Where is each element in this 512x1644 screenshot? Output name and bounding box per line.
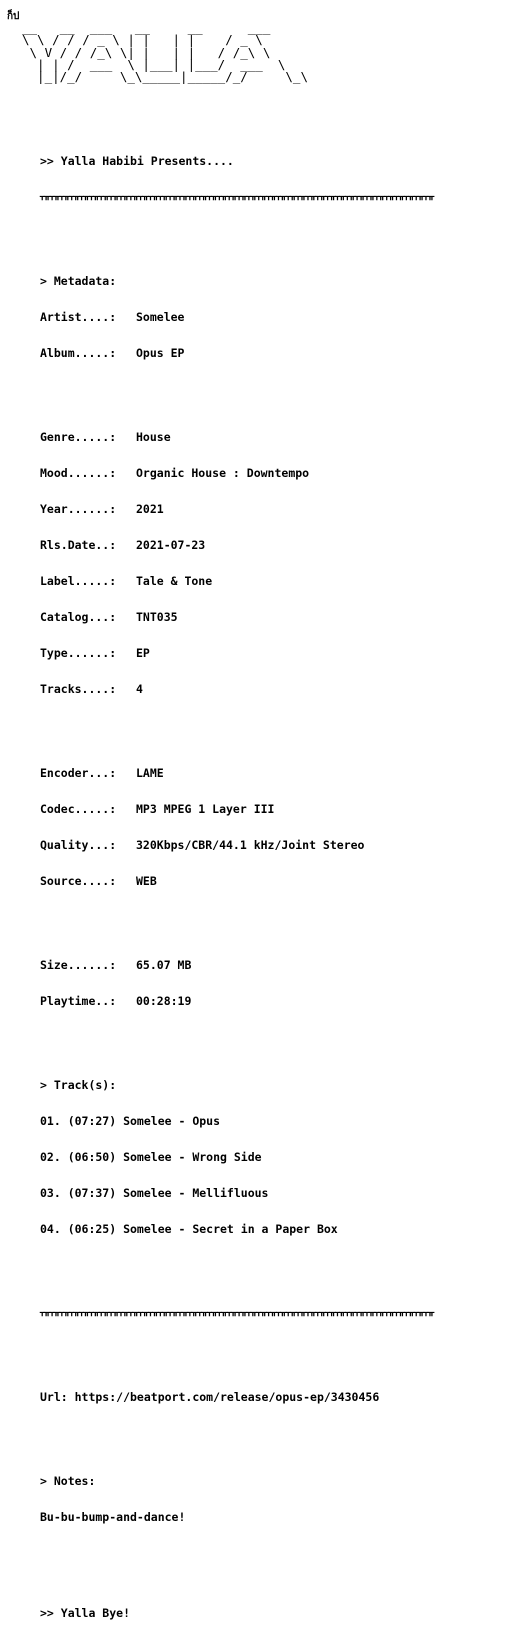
meta-label	[40, 575, 508, 587]
meta-size-value: 65.07 MB	[136, 958, 192, 972]
meta-source	[40, 875, 508, 887]
meta-label-label: Label.....:	[40, 574, 117, 588]
meta-type	[40, 647, 508, 659]
meta-genre	[40, 431, 508, 443]
meta-artist	[40, 311, 508, 323]
meta-year	[40, 503, 508, 515]
meta-playtime-value: 00:28:19	[136, 994, 192, 1008]
bye-line: >> Yalla Bye!	[40, 1606, 131, 1620]
meta-playtime-label: Playtime..:	[40, 994, 117, 1008]
meta-codec-value: MP3 MPEG 1 Layer III	[136, 802, 275, 816]
yalla-ascii-banner: __ __ ___ __ __ ___ \ \ / / / _ \ | | | | / _ \ \ V / / /_\ \| | | | / /_\ \ | | / ___ \ |___| |___/ ___ \ |_|/_/ \_\_____|_____/_/ \_\	[22, 20, 308, 85]
nfo-body	[40, 131, 508, 1643]
meta-catalog-value: TNT035	[136, 610, 178, 624]
meta-tracks-label: Tracks....:	[40, 682, 117, 696]
meta-genre-value: House	[136, 430, 171, 444]
meta-tracks-value: 4	[136, 682, 143, 696]
track-item-2: 02. (06:50) Somelee - Wrong Side	[40, 1150, 262, 1164]
meta-rls-date-label: Rls.Date..:	[40, 538, 117, 552]
track-item-3: 03. (07:37) Somelee - Mellifluous	[40, 1186, 269, 1200]
notes-heading: > Notes:	[40, 1474, 96, 1488]
meta-artist-value: Somelee	[136, 310, 185, 324]
meta-encoder	[40, 767, 508, 779]
meta-tracks	[40, 683, 508, 695]
meta-album-value: Opus EP	[136, 346, 185, 360]
meta-size	[40, 959, 508, 971]
meta-playtime	[40, 995, 508, 1007]
meta-encoder-label: Encoder...:	[40, 766, 117, 780]
meta-mood-label: Mood......:	[40, 466, 117, 480]
meta-type-label: Type......:	[40, 646, 117, 660]
meta-artist-label: Artist....:	[40, 310, 117, 324]
metadata-heading: > Metadata:	[40, 274, 117, 288]
track-item-4: 04. (06:25) Somelee - Secret in a Paper Box	[40, 1222, 338, 1236]
meta-size-label: Size......:	[40, 958, 117, 972]
meta-encoder-value: LAME	[136, 766, 164, 780]
presents-line: >> Yalla Habibi Presents....	[40, 154, 234, 168]
meta-codec	[40, 803, 508, 815]
meta-mood-value: Organic House : Downtempo	[136, 466, 310, 480]
meta-year-value: 2021	[136, 502, 164, 516]
meta-type-value: EP	[136, 646, 150, 660]
meta-quality-value: 320Kbps/CBR/44.1 kHz/Joint Stereo	[136, 838, 365, 852]
divider-top: ᚁᚂᚁᚂᚁᚂᚁᚂᚁᚂᚁᚂᚁᚂᚁᚂᚁᚂᚁᚂᚁᚂᚁᚂᚁᚂᚁᚂᚁᚂᚁᚂᚁᚂᚁᚂᚁᚂᚁᚂᚁᚂᚁᚂᚁᚂᚁᚂᚁᚂᚁᚂᚁᚂᚁᚂᚁᚂᚁᚂᚁᚂᚁᚂᚁᚂᚁᚂᚁᚂᚁᚂᚁᚂᚁᚂᚁᚂᚁᚂ	[40, 192, 434, 202]
meta-rls-date-value: 2021-07-23	[136, 538, 206, 552]
meta-album	[40, 347, 508, 359]
meta-codec-label: Codec.....:	[40, 802, 117, 816]
meta-source-label: Source....:	[40, 874, 117, 888]
meta-genre-label: Genre.....:	[40, 430, 117, 444]
meta-mood	[40, 467, 508, 479]
meta-label-value: Tale & Tone	[136, 574, 213, 588]
meta-album-label: Album.....:	[40, 346, 117, 360]
meta-quality	[40, 839, 508, 851]
meta-rls-date	[40, 539, 508, 551]
notes-text: Bu-bu-bump-and-dance!	[40, 1510, 186, 1524]
meta-source-value: WEB	[136, 874, 157, 888]
tracklist-heading: > Track(s):	[40, 1078, 117, 1092]
release-url: Url: https://beatport.com/release/opus-ep/3430456	[40, 1390, 380, 1404]
corner-glyph: ก็ป	[7, 11, 20, 22]
divider-bottom: ᚁᚂᚁᚂᚁᚂᚁᚂᚁᚂᚁᚂᚁᚂᚁᚂᚁᚂᚁᚂᚁᚂᚁᚂᚁᚂᚁᚂᚁᚂᚁᚂᚁᚂᚁᚂᚁᚂᚁᚂᚁᚂᚁᚂᚁᚂᚁᚂᚁᚂᚁᚂᚁᚂᚁᚂᚁᚂᚁᚂᚁᚂᚁᚂᚁᚂᚁᚂᚁᚂᚁᚂᚁᚂᚁᚂᚁᚂᚁᚂ	[40, 1308, 434, 1318]
meta-year-label: Year......:	[40, 502, 117, 516]
track-item-1: 01. (07:27) Somelee - Opus	[40, 1114, 221, 1128]
meta-catalog-label: Catalog...:	[40, 610, 117, 624]
meta-catalog	[40, 611, 508, 623]
meta-quality-label: Quality...:	[40, 838, 117, 852]
